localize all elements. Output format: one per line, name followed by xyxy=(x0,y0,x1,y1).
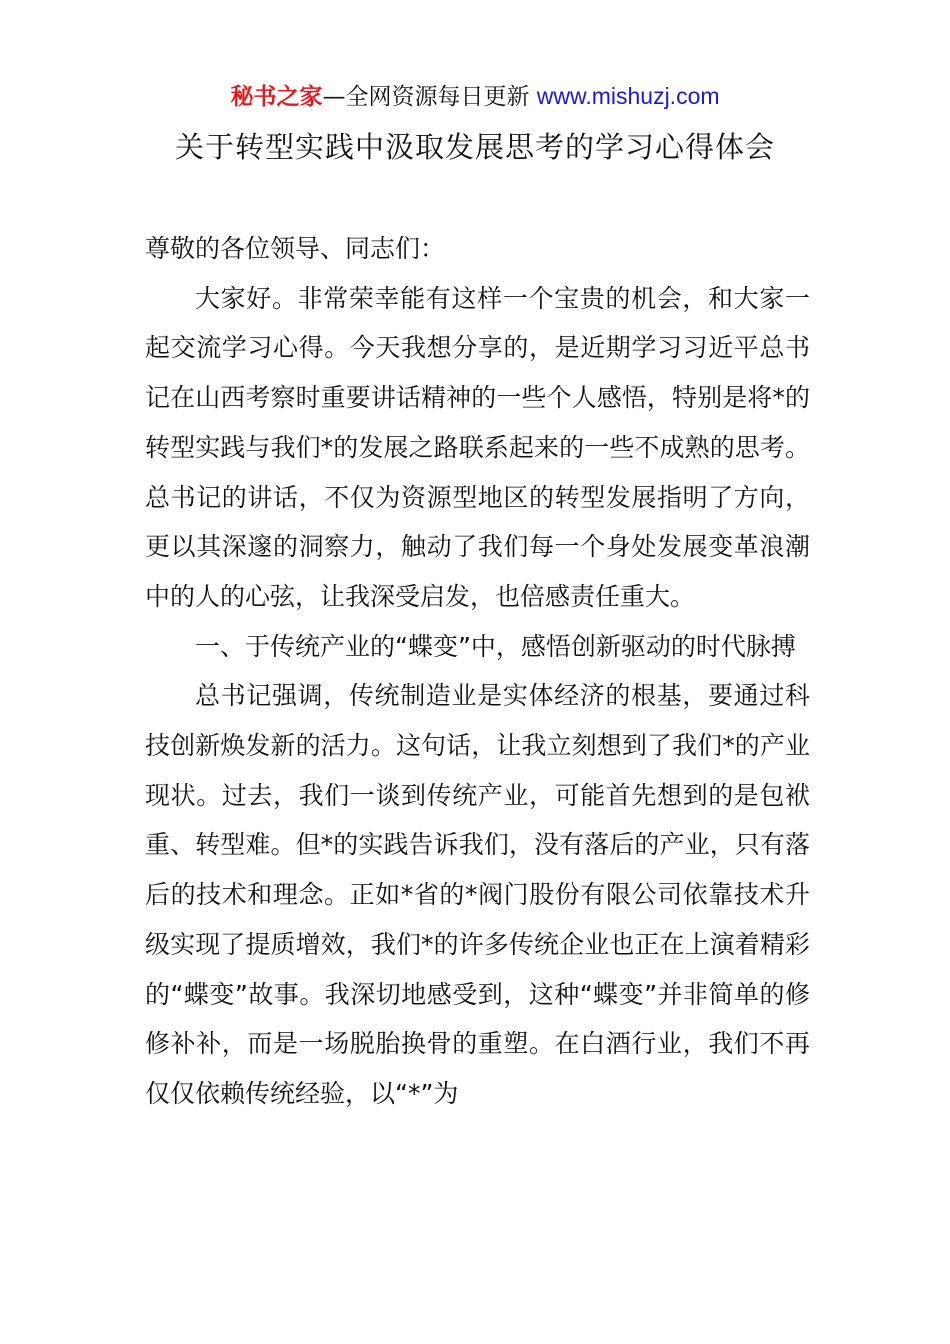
brand-name: 秘书之家 xyxy=(230,84,323,110)
header-tagline: —全网资源每日更新 xyxy=(322,84,537,110)
paragraph-section-1: 总书记强调，传统制造业是实体经济的根基，要通过科技创新焕发新的活力。这句话，让我立刻想到了我们*的产业现状。过去，我们一谈到传统产业，可能首先想到的是包袱重、转型难。但*的实践告诉我们，没有落后的产业，只有落后的技术和理念。正如*省的*阀门股份有限公司依靠技术升级实现了提质增效，我们*的许多传统企业也正在上演着精彩的“蝶变”故事。我深切地感受到，这种“蝶变”并非简单的修修补补，而是一场脱胎换骨的重塑。在白酒行业，我们不再仅仅依赖传统经验，以“*”为 xyxy=(145,681,810,1108)
paragraph-intro: 大家好。非常荣幸能有这样一个宝贵的机会，和大家一起交流学习心得。今天我想分享的，是近期学习习近平总书记在山西考察时重要讲话精神的一些个人感悟，特别是将*的转型实践与我们*的发展之路联系起来的一些不成熟的思考。总书记的讲话，不仅为资源型地区的转型发展指明了方向，更以其深邃的洞察力，触动了我们每一个身处发展变革浪潮中的人的心弦，让我深受启发，也倍感责任重大。 xyxy=(145,283,810,611)
document-title: 关于转型实践中汲取发展思考的学习心得体会 xyxy=(174,130,775,164)
section-heading-1: 一、于传统产业的“蝶变”中，感悟创新驱动的时代脉搏 xyxy=(195,631,796,661)
site-header xyxy=(0,80,950,113)
salutation: 尊敬的各位领导、同志们： xyxy=(145,234,446,263)
document-body xyxy=(145,224,810,1119)
site-url-link[interactable]: www.mishuzj.com xyxy=(536,83,720,109)
